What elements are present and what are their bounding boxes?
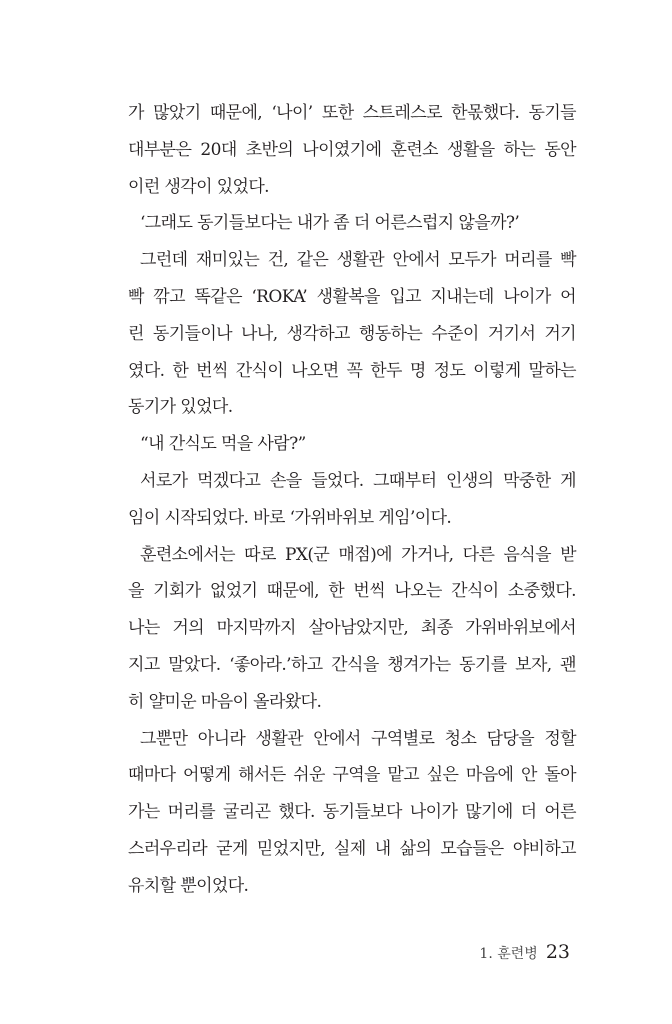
text-line: 유치할 뿐이었다. [128,875,249,896]
text-line: 나는 거의 마지막까지 살아남았지만, 최종 가위바위보에서 [128,618,576,639]
text-line: 린 동기들이나 나나, 생각하고 행동하는 수준이 거기서 거기 [128,323,576,344]
text-line: “내 간식도 먹을 사람?” [140,434,306,455]
body-text [128,95,576,905]
text-line: 임이 시작되었다. 바로 ‘가위바위보 게임’이다. [128,507,452,528]
text-line: 훈련소에서는 따로 PX(군 매점)에 가거나, 다른 음식을 받 [140,544,576,565]
text-line: 때마다 어떻게 해서든 쉬운 구역을 맡고 싶은 마음에 안 돌아 [128,765,576,786]
text-line: 가 많았기 때문에, ‘나이’ 또한 스트레스로 한몫했다. 동기들 [128,103,576,123]
page-footer [479,941,570,963]
text-line: 동기가 있었다. [128,397,233,418]
text-line: 그뿐만 아니라 생활관 안에서 구역별로 청소 담당을 정할 [140,728,576,749]
text-line: 서로가 먹겠다고 손을 들었다. 그때부터 인생의 막중한 게 [140,470,576,491]
page-number: 23 [545,941,570,963]
chapter-title: 1. 훈련병 [479,946,538,962]
text-line: 히 얄미운 마음이 올라왔다. [128,691,322,712]
text-line: 지고 말았다. ‘좋아라.’하고 간식을 챙겨가는 동기를 보자, 괜 [128,654,576,675]
text-line: 가는 머리를 굴리곤 했다. 동기들보다 나이가 많기에 더 어른 [128,802,576,823]
text-line: 대부분은 20대 초반의 나이였기에 훈련소 생활을 하는 동안 [128,139,576,160]
text-line: 그런데 재미있는 건, 같은 생활관 안에서 모두가 머리를 빡 [140,250,576,271]
text-line: ‘그래도 동기들보다는 내가 좀 더 어른스럽지 않을까?’ [140,213,520,234]
text-line: 이런 생각이 있었다. [128,176,269,197]
text-line: 스러우리라 굳게 믿었지만, 실제 내 삶의 모습들은 야비하고 [128,838,576,859]
text-line: 빡 깎고 똑같은 ‘ROKA’ 생활복을 입고 지내는데 나이가 어 [128,286,576,307]
text-line: 을 기회가 없었기 때문에, 한 번씩 나오는 간식이 소중했다. [128,581,576,602]
text-line: 였다. 한 번씩 간식이 나오면 꼭 한두 명 정도 이렇게 말하는 [128,360,576,381]
